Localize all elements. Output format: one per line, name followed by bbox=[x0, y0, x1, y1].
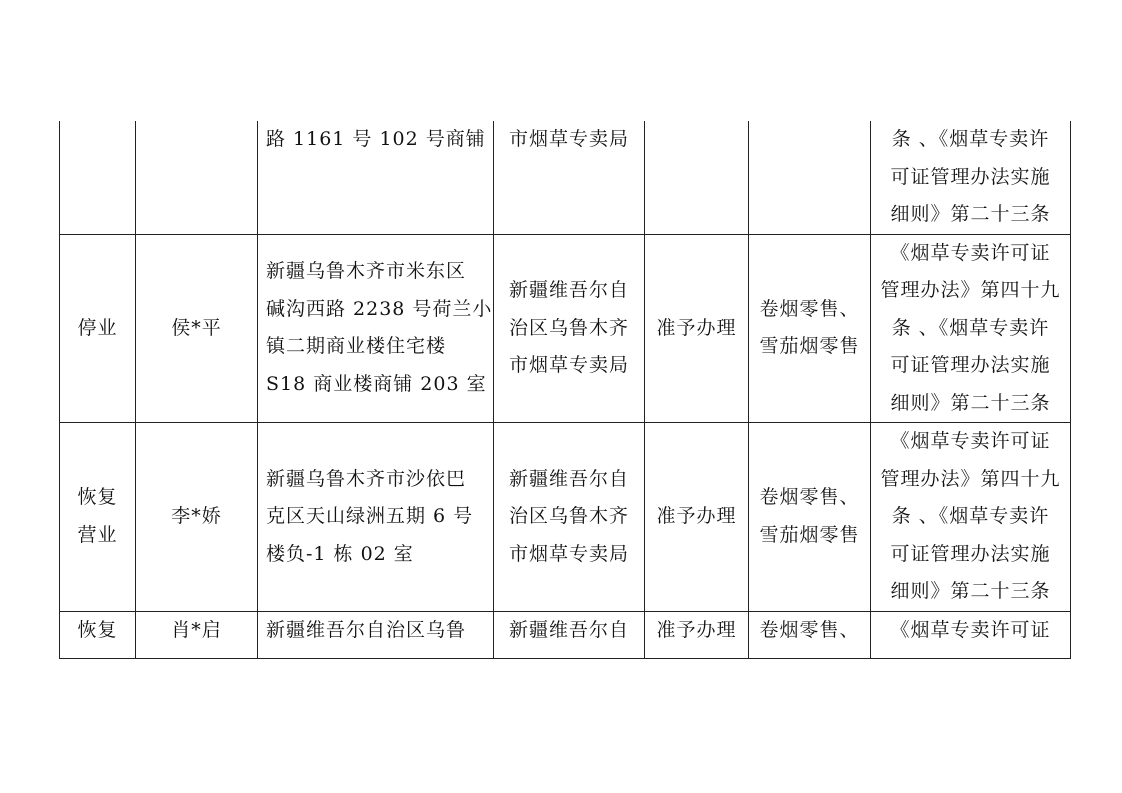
license-change-table bbox=[59, 121, 1071, 659]
address-cell: 新疆乌鲁木齐市沙依巴 克区天山绿洲五期 6 号 楼负-1 栋 02 室 bbox=[258, 423, 494, 612]
basis-cell: 《烟草专卖许可证 管理办法》第四十九 条 、《烟草专卖许 可证管理办法实施 细则》第二十三条 bbox=[871, 234, 1071, 423]
scope-cell: 卷烟零售、 雪茄烟零售 bbox=[749, 234, 871, 423]
authority-cell: 新疆维吾尔自 治区乌鲁木齐 市烟草专卖局 bbox=[494, 423, 645, 612]
table-row bbox=[60, 423, 1071, 612]
name-cell: 李*娇 bbox=[136, 423, 258, 612]
table-row bbox=[60, 234, 1071, 423]
address-cell: 路 1161 号 102 号商铺 bbox=[258, 121, 494, 234]
address-cell: 新疆乌鲁木齐市米东区 碱沟西路 2238 号荷兰小 镇二期商业楼住宅楼 S18 商业楼商铺 203 室 bbox=[258, 234, 494, 423]
name-cell: 侯*平 bbox=[136, 234, 258, 423]
scope-cell bbox=[749, 121, 871, 234]
decision-cell: 准予办理 bbox=[645, 423, 749, 612]
authority-cell: 新疆维吾尔自 bbox=[494, 611, 645, 658]
scope-cell: 卷烟零售、 bbox=[749, 611, 871, 658]
status-cell: 停业 bbox=[60, 234, 136, 423]
decision-cell: 准予办理 bbox=[645, 611, 749, 658]
decision-cell bbox=[645, 121, 749, 234]
basis-cell: 《烟草专卖许可证 管理办法》第四十九 条 、《烟草专卖许 可证管理办法实施 细则》第二十三条 bbox=[871, 423, 1071, 612]
status-cell: 恢复 bbox=[60, 611, 136, 658]
name-cell bbox=[136, 121, 258, 234]
authority-cell: 市烟草专卖局 bbox=[494, 121, 645, 234]
name-cell: 肖*启 bbox=[136, 611, 258, 658]
decision-cell: 准予办理 bbox=[645, 234, 749, 423]
table-row bbox=[60, 611, 1071, 658]
authority-cell: 新疆维吾尔自 治区乌鲁木齐 市烟草专卖局 bbox=[494, 234, 645, 423]
status-cell bbox=[60, 121, 136, 234]
scope-cell: 卷烟零售、 雪茄烟零售 bbox=[749, 423, 871, 612]
basis-cell: 条 、《烟草专卖许 可证管理办法实施 细则》第二十三条 bbox=[871, 121, 1071, 234]
basis-cell: 《烟草专卖许可证 bbox=[871, 611, 1071, 658]
address-cell: 新疆维吾尔自治区乌鲁 bbox=[258, 611, 494, 658]
status-cell: 恢复 营业 bbox=[60, 423, 136, 612]
table-row bbox=[60, 121, 1071, 234]
